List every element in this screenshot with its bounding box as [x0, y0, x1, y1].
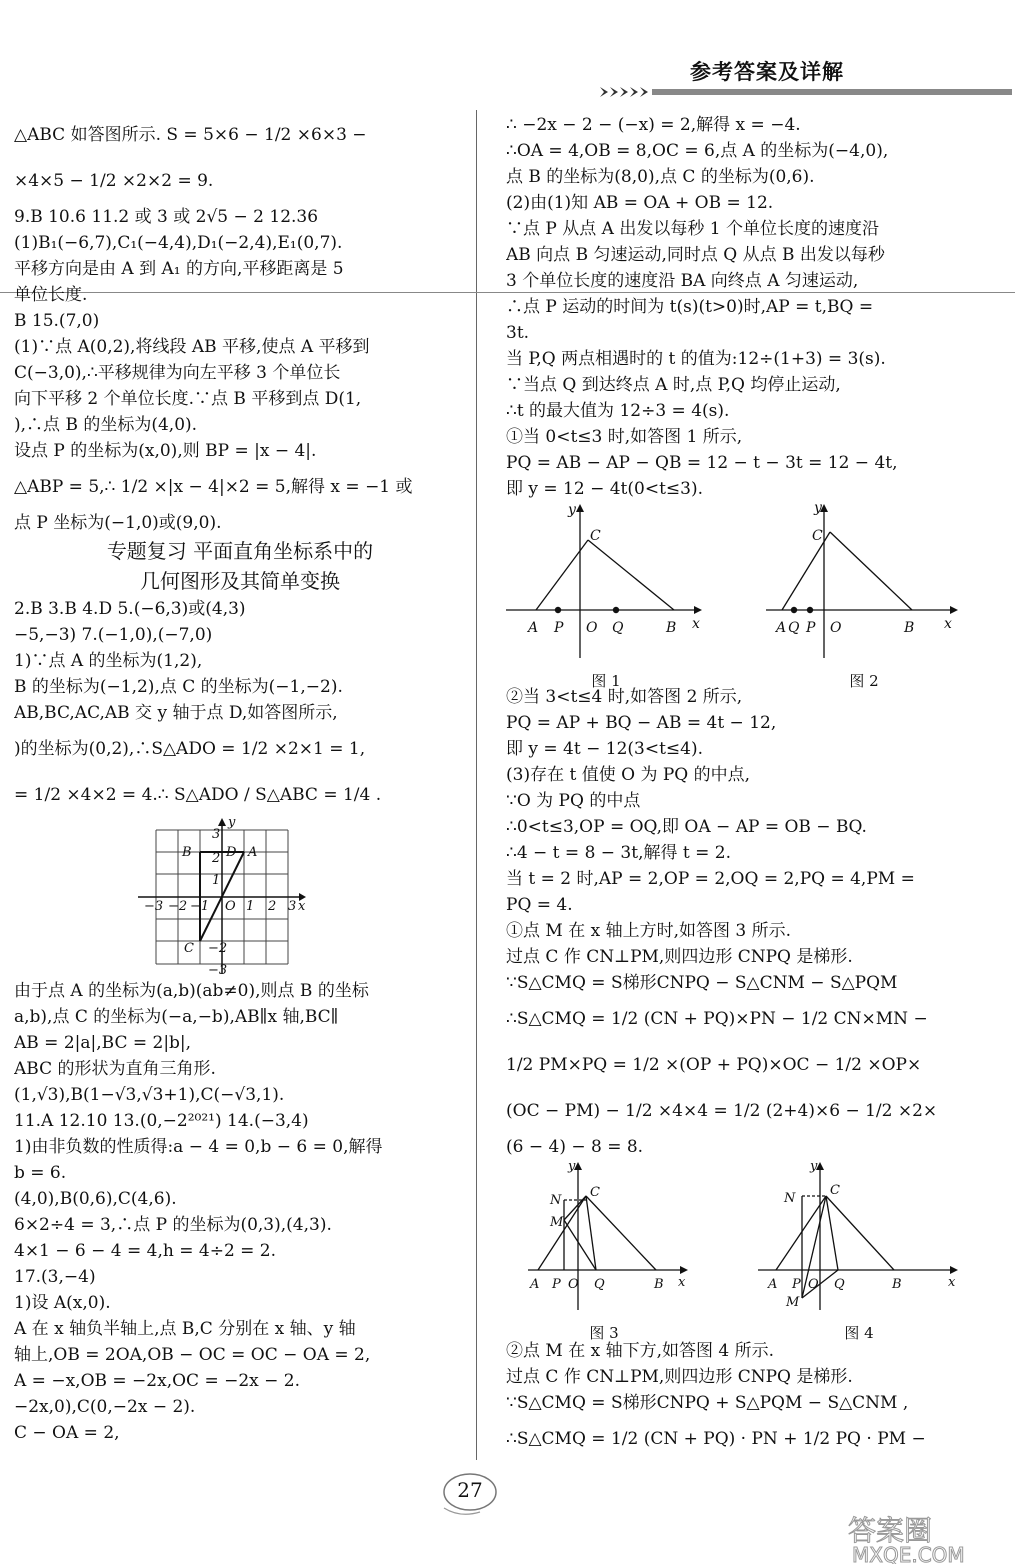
- grid-tick-x1: 1: [246, 899, 255, 914]
- grid-tick-neg1: −1: [190, 899, 210, 914]
- text-line: 3t.: [506, 323, 530, 343]
- section-title: 专题复习 平面直角坐标系中的: [106, 539, 374, 563]
- text-line: AB 向点 B 匀速运动,同时点 Q 从点 B 出发以每秒: [506, 245, 885, 265]
- text-line: −2x,0),C(0,−2x − 2).: [14, 1397, 196, 1417]
- text-line: (1,√3),B(1−√3,√3+1),C(−√3,1).: [14, 1085, 285, 1105]
- text-line: 设点 P 的坐标为(x,0),则 BP = |x − 4|.: [14, 441, 317, 461]
- text-line: 当 t = 2 时,AP = 2,OP = 2,OQ = 2,PQ = 4,PM =: [506, 869, 915, 889]
- text-line: ∴0<t≤3,OP = OQ,即 OA − AP = OB − BQ.: [506, 817, 867, 837]
- grid-label-y: y: [228, 818, 236, 830]
- fig4-label-B: B: [892, 1277, 902, 1292]
- text-line: C − OA = 2,: [14, 1423, 120, 1443]
- text-line: 17.(3,−4): [14, 1267, 96, 1287]
- fig1-label-O: O: [586, 620, 598, 636]
- text-line: ∵S△CMQ = S梯形CNPQ − S△CNM − S△PQM: [506, 973, 898, 993]
- text-line: 3 个单位长度的速度沿 BA 向终点 A 匀速运动,: [506, 271, 859, 291]
- grid-label-x: x: [298, 899, 306, 914]
- grid-tick-3: 3: [212, 827, 221, 842]
- text-line: 1)设 A(x,0).: [14, 1293, 111, 1313]
- fig1-label-y: y: [568, 502, 576, 518]
- grid-figure: [14, 818, 466, 978]
- figure-4-diagram: [754, 1160, 964, 1312]
- figures-row-2: [506, 1160, 968, 1342]
- text-line: PQ = AB − AP − QB = 12 − t − 3t = 12 − 4t,: [506, 453, 898, 473]
- fig2-label-A: A: [776, 620, 787, 636]
- text-line: b = 6.: [14, 1163, 67, 1183]
- text-line: (6 − 4) − 8 = 8.: [506, 1137, 644, 1157]
- page-header: [0, 0, 1020, 110]
- grid-tick-neg3: −3: [144, 899, 164, 914]
- fig2-label-Q: Q: [788, 620, 800, 636]
- text-line: = 1/2 ×4×2 = 4.∴ S△ADO / S△ABC = 1/4 .: [14, 785, 382, 805]
- grid-tick-neg2: −2: [168, 899, 188, 914]
- text-line: ABC 的形状为直角三角形.: [14, 1059, 216, 1079]
- text-line: (3)存在 t 值使 O 为 PQ 的中点,: [506, 765, 751, 785]
- text-line: ∴OA = 4,OB = 8,OC = 6,点 A 的坐标为(−4,0),: [506, 141, 889, 161]
- text-line: PQ = AP + BQ − AB = 4t − 12,: [506, 713, 777, 733]
- fig1-label-x: x: [692, 616, 700, 632]
- text-line: AB = 2|a|,BC = 2|b|,: [14, 1033, 192, 1053]
- fig3-label-x: x: [678, 1275, 686, 1290]
- grid-label-D: D: [226, 845, 237, 860]
- text-line: A = −x,OB = −2x,OC = −2x − 2.: [14, 1371, 301, 1391]
- text-line: ∴4 − t = 8 − 3t,解得 t = 2.: [506, 843, 731, 863]
- figure-1-caption: 图 1: [591, 672, 621, 690]
- text-line: ∵S△CMQ = S梯形CNPQ + S△PQM − S△CNM ,: [506, 1393, 909, 1413]
- section-title: 几何图形及其简单变换: [140, 569, 340, 593]
- text-line: 过点 C 作 CN⊥PM,则四边形 CNPQ 是梯形.: [506, 1367, 853, 1387]
- watermark-logo: [842, 1508, 1012, 1564]
- text-line: 4×1 − 6 − 4 = 4,h = 4÷2 = 2.: [14, 1241, 277, 1261]
- text-line: ∵O 为 PQ 的中点: [506, 791, 641, 811]
- text-line: 向下平移 2 个单位长度.∵点 B 平移到点 D(1,: [14, 389, 362, 409]
- text-line: 当 P,Q 两点相遇时的 t 的值为:12÷(1+3) = 3(s).: [506, 349, 886, 369]
- text-line: 1/2 PM×PQ = 1/2 ×(OP + PQ)×OC − 1/2 ×OP×: [506, 1055, 922, 1075]
- text-line: 过点 C 作 CN⊥PM,则四边形 CNPQ 是梯形.: [506, 947, 853, 967]
- header-decoration: [600, 86, 1015, 98]
- fig4-label-x: x: [948, 1275, 956, 1290]
- fig4-label-y: y: [810, 1160, 818, 1174]
- fig3-label-O: O: [568, 1277, 579, 1292]
- text-line: 1)∵点 A 的坐标为(1,2),: [14, 651, 203, 671]
- grid-origin: O: [225, 899, 236, 914]
- fig4-label-M: M: [786, 1295, 800, 1310]
- text-line: △ABP = 5,∴ 1/2 ×|x − 4|×2 = 5,解得 x = −1 或: [14, 477, 413, 497]
- grid-label-A: A: [248, 845, 258, 860]
- text-line: ∴ −2x − 2 − (−x) = 2,解得 x = −4.: [506, 115, 801, 135]
- figures-row-1: [506, 502, 968, 690]
- fig2-label-y: y: [814, 502, 822, 516]
- fig3-label-N: N: [550, 1193, 562, 1208]
- text-line: (OC − PM) − 1/2 ×4×4 = 1/2 (2+4)×6 − 1/2 ×2×: [506, 1101, 938, 1121]
- fig3-label-B: B: [654, 1277, 664, 1292]
- text-line: (1)B₁(−6,7),C₁(−4,4),D₁(−2,4),E₁(0,7).: [14, 233, 343, 253]
- fig4-label-A: A: [768, 1277, 778, 1292]
- fig1-label-A: A: [528, 620, 539, 636]
- fig2-label-P: P: [806, 620, 816, 636]
- header-title: 参考答案及详解: [690, 60, 844, 84]
- svg-text:MXQE.COM: MXQE.COM: [852, 1543, 965, 1564]
- text-line: ∴t 的最大值为 12÷3 = 4(s).: [506, 401, 730, 421]
- text-line: (2)由(1)知 AB = OA + OB = 12.: [506, 193, 774, 213]
- text-line: ∴S△CMQ = 1/2 (CN + PQ) · PN + 1/2 PQ · PM −: [506, 1429, 926, 1449]
- text-line: △ABC 如答图所示. S = 5×6 − 1/2 ×6×3 −: [14, 125, 367, 145]
- grid-label-B: B: [182, 845, 192, 860]
- fig3-label-A: A: [530, 1277, 540, 1292]
- text-line: C(−3,0),∴平移规律为向左平移 3 个单位长: [14, 363, 341, 383]
- text-line: 轴上,OB = 2OA,OB − OC = OC − OA = 2,: [14, 1345, 371, 1365]
- fig4-label-Q: Q: [834, 1277, 845, 1292]
- fig1-label-B: B: [666, 620, 677, 636]
- fig1-label-Q: Q: [612, 620, 624, 636]
- text-line: B 的坐标为(−1,2),点 C 的坐标为(−1,−2).: [14, 677, 343, 697]
- grid-tick-yneg3: −3: [208, 963, 228, 978]
- figure-3-caption: 图 3: [589, 1324, 619, 1342]
- text-line: 单位长度.: [14, 285, 88, 305]
- figure-4: [754, 1160, 968, 1342]
- text-line: ①点 M 在 x 轴上方时,如答图 3 所示.: [506, 921, 792, 941]
- coordinate-grid-diagram: [14, 818, 466, 978]
- text-line: AB,BC,AC,AB 交 y 轴于点 D,如答图所示,: [14, 703, 338, 723]
- grid-tick-yneg2: −2: [208, 941, 228, 956]
- figure-1: [506, 502, 706, 690]
- fig1-label-C: C: [590, 528, 601, 544]
- text-line: ∵点 P 从点 A 出发以每秒 1 个单位长度的速度沿: [506, 219, 879, 239]
- fig4-label-O: O: [808, 1277, 819, 1292]
- fig2-label-C: C: [812, 528, 823, 544]
- fig2-label-B: B: [904, 620, 915, 636]
- fig3-label-C: C: [590, 1185, 600, 1200]
- figure-2-caption: 图 2: [849, 672, 879, 690]
- text-line: ①当 0<t≤3 时,如答图 1 所示,: [506, 427, 743, 447]
- text-line: 2.B 3.B 4.D 5.(−6,3)或(4,3): [14, 599, 246, 619]
- text-line: 6×2÷4 = 3,∴点 P 的坐标为(0,3),(4,3).: [14, 1215, 332, 1235]
- text-line: (4,0),B(0,6),C(4,6).: [14, 1189, 177, 1209]
- text-line: 点 P 坐标为(−1,0)或(9,0).: [14, 513, 222, 533]
- grid-tick-x3: 3: [288, 899, 297, 914]
- text-line: 11.A 12.10 13.(0,−2²⁰²¹) 14.(−3,4): [14, 1111, 309, 1131]
- text-line: )的坐标为(0,2),∴S△ADO = 1/2 ×2×1 = 1,: [14, 739, 366, 759]
- grid-label-C: C: [184, 941, 194, 956]
- text-line: ②点 M 在 x 轴下方,如答图 4 所示.: [506, 1341, 775, 1361]
- fig4-label-N: N: [784, 1191, 796, 1206]
- figure-4-caption: 图 4: [844, 1324, 874, 1342]
- fig4-label-P: P: [792, 1277, 801, 1292]
- text-line: 1)由非负数的性质得:a − 4 = 0,b − 6 = 0,解得: [14, 1137, 383, 1157]
- fig2-label-x: x: [944, 616, 952, 632]
- text-line: ∵当点 Q 到达终点 A 时,点 P,Q 均停止运动,: [506, 375, 841, 395]
- fig2-label-O: O: [830, 620, 842, 636]
- text-line: a,b),点 C 的坐标为(−a,−b),AB∥x 轴,BC∥: [14, 1007, 339, 1027]
- text-line: (1)∵点 A(0,2),将线段 AB 平移,使点 A 平移到: [14, 337, 370, 357]
- figure-3: [506, 1160, 702, 1342]
- text-line: A 在 x 轴负半轴上,点 B,C 分别在 x 轴、y 轴: [14, 1319, 356, 1339]
- page-number-text: 27: [457, 1478, 483, 1502]
- figure-2: [766, 502, 968, 690]
- column-divider: [476, 110, 477, 1460]
- fig3-label-y: y: [568, 1160, 576, 1174]
- text-line: ∴点 P 运动的时间为 t(s)(t>0)时,AP = t,BQ =: [506, 297, 874, 317]
- fig3-label-Q: Q: [594, 1277, 605, 1292]
- text-line: PQ = 4.: [506, 895, 573, 915]
- fig4-label-C: C: [830, 1183, 840, 1198]
- text-line: −5,−3) 7.(−1,0),(−7,0): [14, 625, 213, 645]
- fig3-label-P: P: [552, 1277, 561, 1292]
- right-column: [506, 112, 968, 1462]
- text-line: 即 y = 4t − 12(3<t≤4).: [506, 739, 704, 759]
- grid-tick-x2: 2: [268, 899, 277, 914]
- page-number: [440, 1468, 500, 1518]
- text-line: ②当 3<t≤4 时,如答图 2 所示,: [506, 687, 743, 707]
- text-line: ∴S△CMQ = 1/2 (CN + PQ)×PN − 1/2 CN×MN −: [506, 1009, 928, 1029]
- text-line: 平移方向是由 A 到 A₁ 的方向,平移距离是 5: [14, 259, 344, 279]
- text-line: 9.B 10.6 11.2 或 3 或 2√5 − 2 12.36: [14, 207, 319, 227]
- left-column: [14, 112, 466, 1446]
- grid-tick-1: 1: [212, 873, 221, 888]
- grid-tick-2: 2: [212, 851, 221, 866]
- text-line: ),∴点 B 的坐标为(4,0).: [14, 415, 198, 435]
- figure-1-diagram: [506, 502, 706, 660]
- text-line: 点 B 的坐标为(8,0),点 C 的坐标为(0,6).: [506, 167, 815, 187]
- text-line: ×4×5 − 1/2 ×2×2 = 9.: [14, 171, 214, 191]
- fig3-label-M: M: [550, 1215, 564, 1230]
- svg-text:答案圈: 答案圈: [848, 1514, 933, 1547]
- figure-2-diagram: [766, 502, 962, 660]
- text-line: 由于点 A 的坐标为(a,b)(ab≠0),则点 B 的坐标: [14, 981, 369, 1001]
- fig1-label-P: P: [554, 620, 564, 636]
- text-line: 即 y = 12 − 4t(0<t≤3).: [506, 479, 704, 499]
- text-line: B 15.(7,0): [14, 311, 100, 331]
- figure-3-diagram: [506, 1160, 702, 1312]
